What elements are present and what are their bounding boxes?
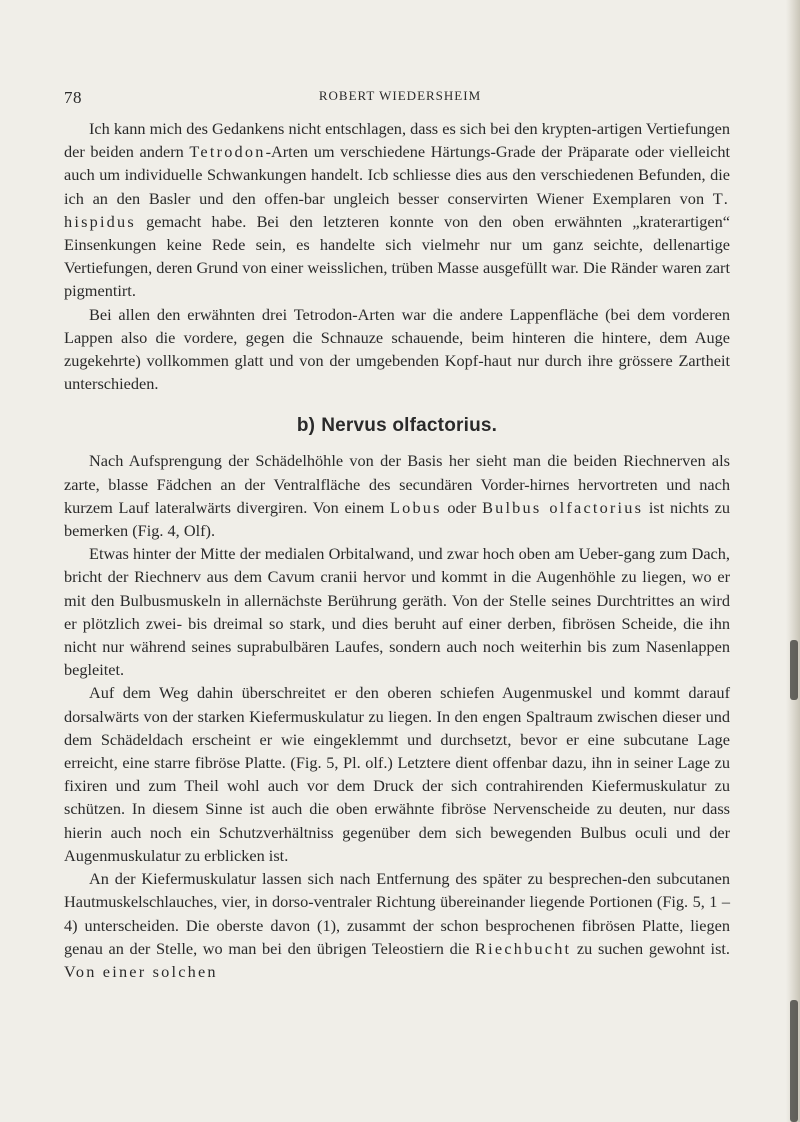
ink-blot [790,1000,798,1122]
emphasis-text: Von einer solchen [64,961,218,981]
emphasis-text: Tetrodon [189,142,266,162]
paragraph: Etwas hinter der Mitte der medialen Orbitalwand, und zwar hoch oben am Ueber-gang zum Dach, bricht der Riechnerv aus dem Cavum cranii hervor und kommt in die Augenhöhle zu liegen, wo er mit den Bulbusmuskeln in allernächste Berührung geräth. Von der Stelle seines Durchtrittes an wird er plötzlich zwei- bis dreimal so stark, und dies beruht auf einer derben, fibrösen Scheide, die ihn nicht nur während seines suprabulbären Laufes, sondern auch noch weiterhin bis zum Nasenlappen begleitet. [64,544,730,680]
section-letter: b) [296,415,316,437]
ink-blot [790,640,798,700]
paragraph: Auf dem Weg dahin überschreitet er den oberen schiefen Augenmuskel und kommt darauf dorsalwärts von der starken Kiefermuskulatur zu liegen. In den engen Spaltraum zwischen dieser und dem Schädeldach erscheint er wie eingeklemmt und durchsetzt, bevor er eine subcutane Lage erreicht, eine starre fibröse Platte. (Fig. 5, Pl. olf.) Letztere dient offenbar dazu, ihn in seiner Lage zu fixiren und zum Theil wohl auch vor dem Druck der sich contrahirenden Kiefermuskulatur zu schützen. In diesem Sinne ist auch die oben erwähnte fibröse Nervenscheide zu deuten, nur dass hierin auch noch ein Schutzverhältniss gegenüber dem sich bewegenden Bulbus oculi und der Augenmuskulatur zu erblicken ist. [64,683,730,865]
body-text [64,117,730,983]
emphasis-text: Bulbus olfactorius [482,497,644,517]
paragraph: Nach Aufsprengung der Schädelhöhle von der Basis her sieht man die beiden Riechnerven als zarte, blasse Fädchen an der Ventralfläche des secundären Vorder-hirnes hervortreten und nach kurzem Lauf lateralwärts divergiren. Von einem Lobus oder Bulbus olfactorius ist nichts zu bemerken (Fig. 4, Olf). [64,451,730,541]
paragraph: An der Kiefermuskulatur lassen sich nach Entfernung des später zu besprechen-den subcutanen Hautmuskelschlauches, vier, in dorso-ventraler Richtung übereinander liegende Portionen (Fig. 5, 1 – 4) unterscheiden. Die oberste davon (1), zusammt der schon besprochenen fibrösen Platte, liegen genau an der Stelle, wo man bei den übrigen Teleostiern die Riechbucht zu suchen gewohnt ist. Von einer solchen [64,869,730,981]
page-number: 78 [64,88,82,107]
paragraph: Bei allen den erwähnten drei Tetrodon-Arten war die andere Lappenfläche (bei dem vorderen Lappen also die vordere, gegen die Schnauze schauende, beim hinteren die hintere, dem Auge zugekehrte) vollkommen glatt und von der umgebenden Kopf-haut nur durch ihre grössere Zartheit unterschieden. [64,304,730,394]
page-header [0,88,800,110]
section-heading [64,413,730,439]
paragraph: Ich kann mich des Gedankens nicht entschlagen, dass es sich bei den krypten-artigen Vertiefungen der beiden andern Tetrodon-Arten um verschiedene Härtungs-Grade der Präparate oder vielleicht auch um individuelle Schwankungen handelt. Icb schliesse dies aus den verschiedenen Befunden, die ich an den Basler und den offen-bar ungleich besser conservirten Wiener Exemplaren von T. hispidus gemacht habe. Bei den letzteren konnte von den oben erwähnten „kraterartigen“ Einsenkungen keine Rede sein, es handelte sich vielmehr nur um ganz seichte, dellenartige Vertiefungen, deren Grund von einer weisslichen, trüben Masse ausgefüllt war. Die Ränder waren zart pigmentirt. [64,119,730,301]
emphasis-text: Riechbucht [475,938,572,958]
page-edge-shadow [786,0,800,1122]
running-head: ROBERT WIEDERSHEIM [318,88,482,103]
section-title: Nervus olfactorius. [321,415,498,437]
emphasis-text: T. hispidus [64,188,730,231]
emphasis-text: Lobus [389,497,442,517]
